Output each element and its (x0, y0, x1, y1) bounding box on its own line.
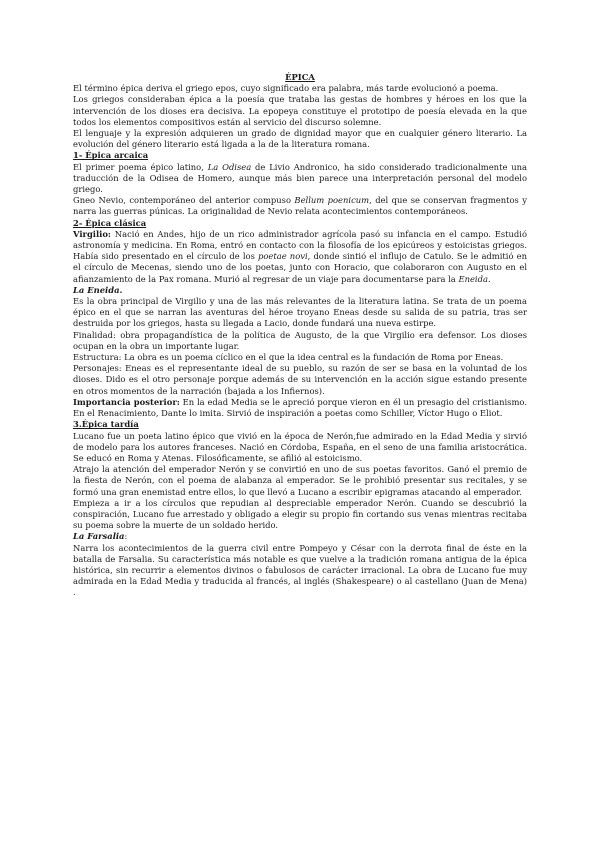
paragraph-virgilio (73, 229, 527, 285)
subheading-tail: : (124, 531, 128, 542)
intro-paragraph-2: Los griegos consideraban épica a la poesía que trataba las gestas de hombres y héroes en los que la intervención de los dioses era decisiva. La epopeya constituye el prototipo de poesía elevada en la que todos los elementos compositivos están al servicio del discurso solemne. (73, 94, 527, 127)
paragraph-conspiracion: Empieza a ir a los círculos que repudian al despreciable emperador Nerón. Cuando se descubrió la conspiración, Lucano fue arrestado y obligado a elegir su propio fin cortando sus venas mientras recitaba su poema sobre la muerte de un soldado herido. (73, 497, 527, 531)
subheading-text: La Farsalia (73, 531, 125, 542)
subheading-tail: . (119, 284, 123, 295)
paragraph-eneida: Es la obra principal de Virgilio y una de las más relevantes de la literatura latina. Se trata de un poema épico en el que se narran las aventuras del héroe troyano Eneas desde su salida de su patria, tras ser destruida por los griegos, hasta su llegada a Lacio, donde fundará una nueva estirpe. (73, 296, 527, 329)
term: poetae novi (258, 251, 308, 262)
paragraph-farsalia: Narra los acontecimientos de la guerra civil entre Pompeyo y César con la derrota final de éste en la batalla de Farsalia. Su característica más notable es que vuelve a la tradición romana antigua de la épica histórica, sin recurrir a elementos divinos o fabulosos de carácter irracional. La obra de Lucano fue muy admirada en la Edad Media y traducida al francés, al inglés (Shakespeare) o al castellano (Juan de Mena) . (73, 542, 527, 598)
paragraph-livio-andronico (73, 162, 527, 196)
section-heading-epica-clasica: 2- Épica clásica (73, 217, 147, 228)
text-run: , donde sintió el influjo de Catulo. Se le admitió en el círculo de Mecenas, siendo uno de los poetas, junto con Horacio, que colaboraron con Augusto en el afianzamiento de la Pax romana. Murió al regresar de un viaje para documentarse para la (73, 251, 527, 284)
subheading-la-farsalia (73, 531, 527, 542)
subheading-la-eneida (73, 285, 527, 296)
section-heading-epica-tardia: 3.Épica tardía (73, 419, 139, 430)
paragraph-lucano: Lucano fue un poeta latino épico que vivió en la época de Nerón,fue admirado en la Edad Media y sirvió de modelo para los autores franceses. Nació en Córdoba, España, en el seno de una familia aristocrática. Se educó en Roma y Atenas. Filosóficamente, se afilió al estoicismo. (73, 430, 527, 463)
paragraph-neron: Atrajo la atención del emperador Nerón y se convirtió en uno de sus poetas favoritos. Ganó el premio de la fiesta de Nerón, con el poema de alabanza al emperador. Se le prohibió presentar sus recitales, y se formó una gran enemistad entre ellos, lo que llevó a Lucano a escribir epigramas atacando al emperador. (73, 464, 527, 497)
paragraph-importancia (73, 397, 527, 419)
section-heading-epica-arcaica: 1- Épica arcaica (73, 150, 149, 161)
lead-label: Importancia posterior: (73, 396, 180, 407)
work-title: La Odisea (207, 161, 252, 172)
paragraph-finalidad: Finalidad: obra propagandística de la política de Augusto, de la que Virgilio era defensor. Los dioses ocupan en la obra un importante lugar. (73, 329, 527, 351)
lead-label: Virgilio: (73, 228, 112, 239)
text-run: En la edad Media se le apreció porque vieron en él un presagio del cristianismo. En el Renacimiento, Dante lo imita. Sirvió de inspiración a poetas como Schiller, Víctor Hugo o Eliot. (73, 396, 527, 419)
text-run: El primer poema épico latino, (73, 161, 208, 172)
text-run: , del que se conservan fragmentos y narra las guerras púnicas. La originalidad de Nevio relata acontecimientos contemporáneos. (73, 195, 527, 217)
text-run: Gneo Nevio, contemporáneo del anterior compuso (73, 195, 295, 206)
paragraph-estructura: Estructura: La obra es un poema cíclico en el que la idea central es la fundación de Roma por Eneas. (73, 352, 504, 363)
subheading-text: La Eneida (73, 284, 120, 295)
intro-paragraph-1: El término épica deriva el griego epos, cuyo significado era palabra, más tarde evolucionó a poema. (73, 83, 499, 94)
paragraph-gneo-nevio (73, 195, 527, 217)
text-run: de Livio Andronico, ha sido considerado tradicionalmente una traducción de la Odisea de Homero, aunque más bien parece una interpretación personal del modelo griego. (73, 161, 528, 195)
document-page (73, 72, 527, 599)
text-run: Nació en Andes, hijo de un rico administrador agrícola pasó su infancia en el campo. Estudió astronomía y medicina. En Roma, entró en contacto con la filosofía de los epicúreos y estoicistas griegos. Había sido presentado en el círculo de los (73, 228, 527, 262)
intro-paragraph-3: El lenguaje y la expresión adquieren un grado de dignidad mayor que en cualquier género literario. La evolución del género literario está ligada a la de la literatura romana. (73, 128, 527, 150)
work-title: Bellum poenicum (294, 195, 370, 206)
text-run: . (487, 273, 491, 284)
work-title: Eneida (458, 273, 488, 284)
paragraph-personajes: Personajes: Eneas es el representante ideal de su pueblo, su razón de ser se basa en la voluntad de los dioses. Dido es el otro personaje porque además de su intervención en la acción sigue estando presente en otros momentos de la narración (bajada a los Infiernos). (73, 363, 527, 396)
page-title: ÉPICA (285, 72, 315, 82)
